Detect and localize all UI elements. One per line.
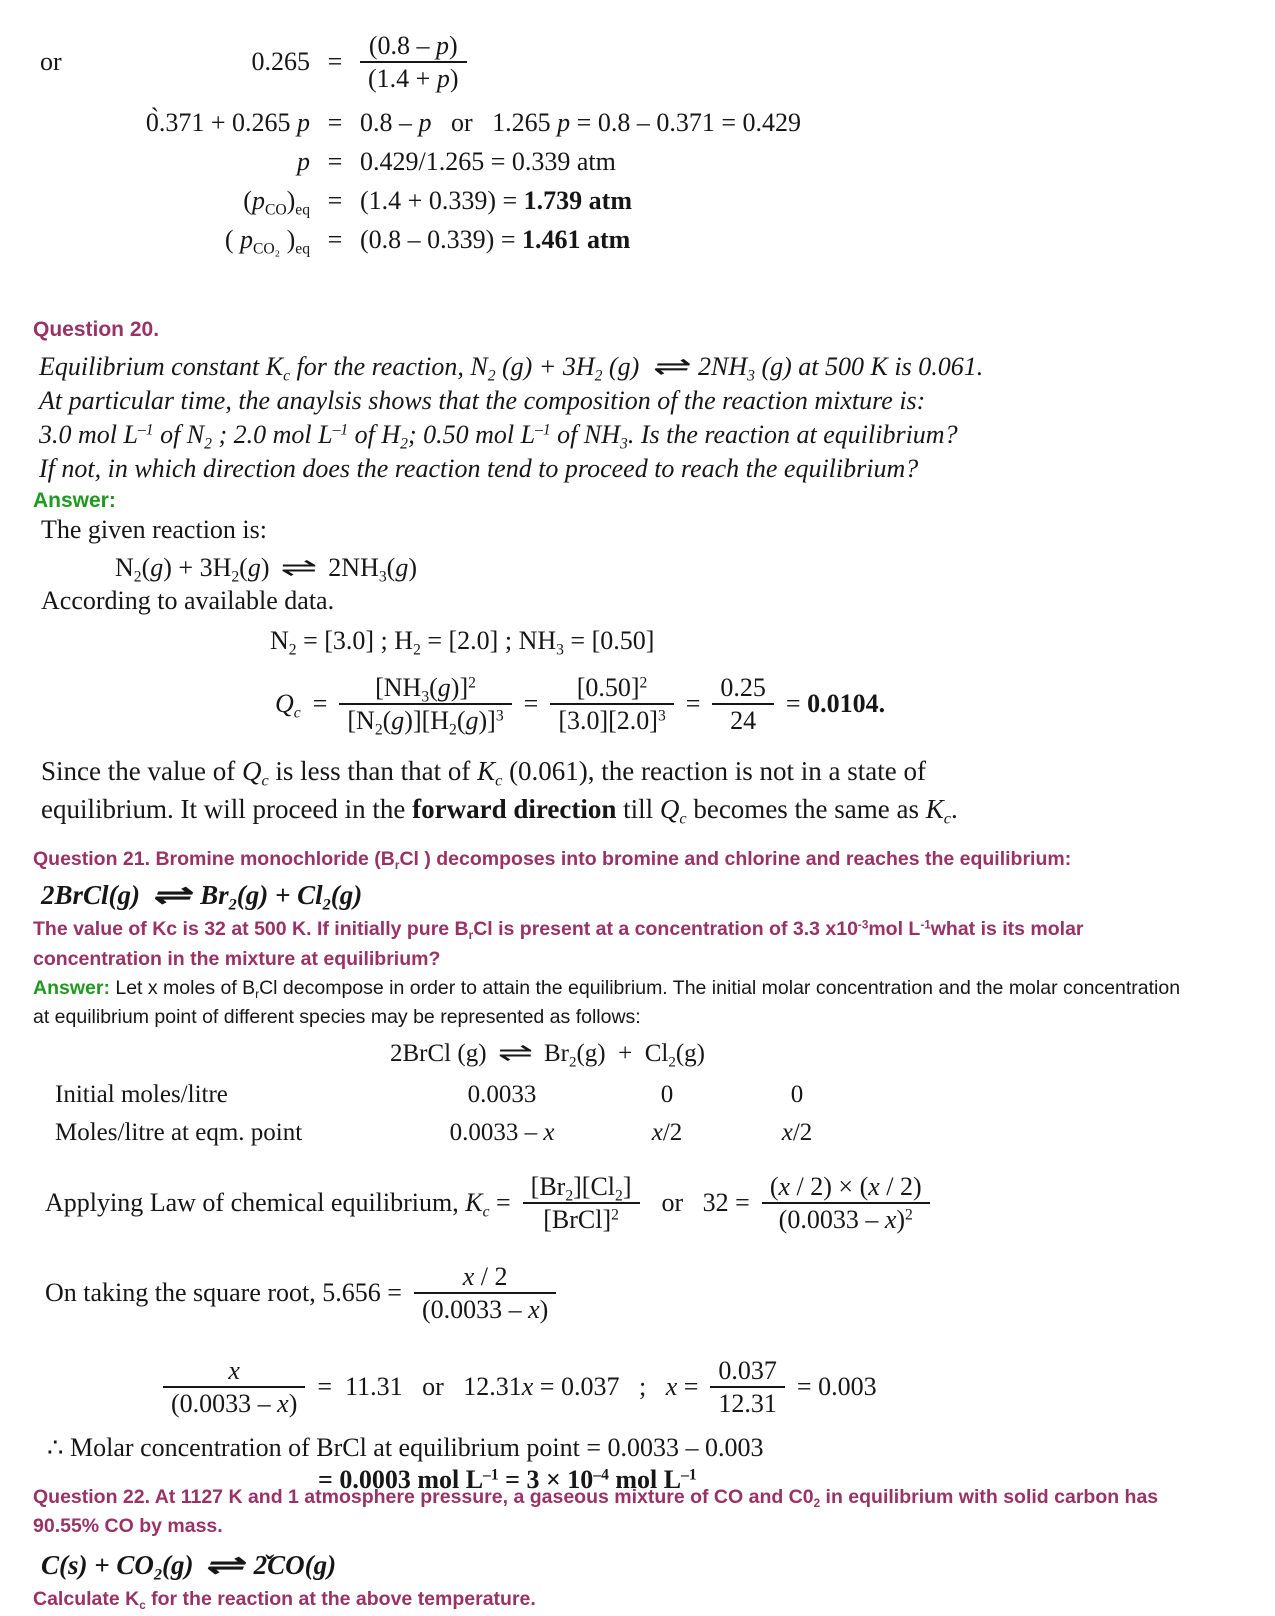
sqrt-equation-row [45, 1261, 1251, 1325]
brcl-value: 0.0033 – x [449, 1118, 555, 1146]
fraction-numerator: (0.8 – p) [368, 31, 458, 60]
answer-text-line: According to available data. [41, 586, 335, 616]
fraction [523, 1171, 640, 1235]
fraction [710, 1355, 785, 1419]
fraction-numerator: 0.25 [720, 672, 766, 702]
concentration-data-line: $N_2 = [3.0]$ ; $H_2 = [2.0]$ ; $NH_3 = [0.50]$ [270, 626, 655, 659]
question-20-heading: Question 20. [33, 318, 160, 341]
equals-sign: = [312, 689, 328, 719]
row-label: Moles/litre at eqm. point [55, 1118, 303, 1146]
question-line: Equilibrium constant $K_c$ for the reaction, $N_2$ $(g) + 3H_2$ (g) ⇌ $2NH_3$ (g) at 500 K is 0.061. [39, 351, 984, 384]
conclusion-line: Since the value of $Q_c$ is less than that of $K_c$ (0.061), the reaction is not in a state of [41, 756, 926, 790]
question-line: Question 22. At 1127 K and 1 atmosphere pressure, a gaseous mixture of CO and $C0_2$ in equilibrium with solid carbon has [33, 1486, 1159, 1511]
question-22-section [33, 1483, 1251, 1614]
equation-row [40, 147, 940, 177]
answer-paragraph [33, 974, 1251, 1033]
question-line: 90.55% CO by mass. [33, 1515, 223, 1538]
question-20-section [33, 314, 1251, 829]
fraction-numerator: $[NH_3(g)]^2$ [375, 672, 476, 706]
equals-sign: = [327, 147, 343, 177]
equals-sign: = [327, 225, 343, 255]
equation-lhs: ( $p_{CO_2}$ )$_{eq}$ [224, 225, 310, 258]
question-21-heading: Question 21. Bromine monochloride ($B_rCl$ ) decomposes into bromine and chlorine and reaches the equilibrium: [33, 848, 1072, 873]
brcl-value: 0.0033 [467, 1080, 537, 1108]
answer-text: Let x moles of $B_rCl$ decompose in order to attain the equilibrium. The initial molar concentration and the molar concentration [115, 976, 1181, 1001]
answer-text: at equilibrium point of different species may be represented as follows: [33, 1006, 641, 1028]
equation-row [40, 108, 940, 138]
fraction [360, 30, 467, 94]
answer-label: Answer: [33, 488, 116, 512]
equation-rhs: (0.8 – 0.339) = 1.461 atm [360, 225, 631, 255]
equation-row [40, 30, 940, 94]
question-21-section [33, 845, 1251, 1490]
question-line: concentration in the mixture at equilibrium? [33, 947, 441, 970]
equation-row [40, 225, 940, 258]
fraction-denominator: 24 [712, 703, 774, 736]
qc-result: = 0.0104. [785, 689, 886, 719]
fraction-denominator: (0.0033 – x) [414, 1292, 556, 1325]
fraction-denominator: (0.0033 – x)$^2$ [762, 1202, 930, 1235]
equation-lhs: 0.265 [251, 47, 310, 77]
answer-text-line: The given reaction is: [41, 514, 267, 544]
fraction [163, 1355, 305, 1419]
fraction-denominator: [BrCl]$^2$ [523, 1202, 640, 1235]
conclusion-line: equilibrium. It will proceed in the forward direction till $Q_c$ becomes the same as $K_c$. [41, 794, 958, 829]
question-line: At particular time, the anaylsis shows that the composition of the reaction mixture is: [39, 385, 926, 415]
fraction-denominator: (1.4 + p) [360, 61, 467, 94]
equation-prefix: On taking the square root, 5.656 = [45, 1278, 402, 1308]
fraction-denominator: $[3.0][2.0]^3$ [550, 703, 673, 736]
fraction [339, 672, 511, 739]
conclusion-paragraph [41, 752, 1251, 829]
fraction-numerator: $[0.50]^2$ [576, 672, 648, 702]
question-21-body [33, 915, 1251, 974]
row-label: Initial moles/litre [55, 1080, 228, 1108]
conclusion-line: ∴ Molar concentration of BrCl at equilibrium point = 0.0033 – 0.003 [47, 1433, 764, 1463]
equation-mid: = 11.31 or 12.31x = 0.037 ; x = [317, 1372, 699, 1402]
br2-value: x/2 [651, 1118, 683, 1146]
fraction-numerator: 0.037 [718, 1356, 777, 1386]
equals-sign: = [327, 47, 343, 77]
equals-sign: = [327, 186, 343, 216]
equals-sign: = [327, 108, 343, 138]
cl2-value: 0 [790, 1080, 804, 1108]
equation-mid: or 32 = [661, 1187, 750, 1217]
equation-lhs: p [297, 147, 310, 177]
conclusion-result-clipped: = 0.0003 mol $L^{-1} = 3 \times 10^{-4}$ mol $L^{-1}$ [318, 1467, 697, 1491]
law-equation-row [45, 1171, 1251, 1235]
answer-label: Answer: [33, 976, 110, 999]
fraction [712, 672, 774, 736]
equation-result: = 0.003 [796, 1372, 877, 1402]
equation-rhs: (1.4 + 0.339) = 1.739 atm [360, 186, 632, 216]
qc-symbol: $Q_c$ [275, 689, 301, 722]
question-line: The value of Kc is 32 at 500 K. If initially pure $B_rCl$ is present at a concentration of 3.3 $x10^{-3}mol$ $L^{-1}what$ is its molar [33, 918, 1084, 943]
pressure-equation-block [40, 30, 940, 264]
equation-lhs: 0̀.371 + 0.265 p [145, 108, 310, 138]
qc-equation-row [275, 672, 1251, 739]
equation-lhs: $(p_{CO})_{eq}$ [243, 186, 310, 219]
fraction-numerator: $[Br_2][Cl_2]$ [530, 1171, 632, 1205]
reaction-equation: $N_2(g) + 3H_2(g)$ ⇌ $2NH_3(g)$ [115, 552, 417, 585]
br2-value: 0 [660, 1080, 674, 1108]
carbon-equation: $C(s) + CO_2(g)$ ⇌ 2̌CO(g) [41, 1549, 337, 1584]
question-line: If not, in which direction does the reaction tend to proceed to reach the equilibrium? [39, 454, 919, 484]
equation-prefix: Applying Law of chemical equilibrium, $K_c$ = [45, 1187, 511, 1221]
question-22-calc-line: Calculate $K_c$ for the reaction at the above temperature. [33, 1587, 536, 1612]
fraction [550, 672, 673, 736]
table-row [33, 1119, 1251, 1147]
equation-rhs: 0.429/1.265 = 0.339 atm [360, 147, 616, 177]
fraction-denominator: (0.0033 – x) [163, 1386, 305, 1419]
fraction [762, 1171, 930, 1235]
solve-equation-row [163, 1355, 1251, 1419]
fraction-numerator: x / 2 [462, 1261, 508, 1291]
fraction-denominator: $[N_2(g)][H_2(g)]^3$ [339, 703, 511, 736]
equation-rhs: 0.8 – p or 1.265 p = 0.8 – 0.371 = 0.429 [360, 108, 801, 138]
cl2-value: x/2 [781, 1118, 813, 1146]
fraction-denominator: 12.31 [710, 1386, 785, 1419]
or-label: or [40, 47, 62, 77]
question-22-heading [33, 1483, 1251, 1542]
fraction [414, 1261, 556, 1325]
equals-sign: = [685, 689, 701, 719]
table-row [33, 1081, 1251, 1109]
fraction-numerator: (x / 2) × (x / 2) [769, 1171, 922, 1201]
brcl-equation: 2BrCl(g) ⇌ $Br_2(g) + Cl_2(g)$ [41, 880, 363, 914]
equals-sign: = [523, 689, 539, 719]
question-20-text [39, 350, 1251, 487]
equation-row [40, 186, 940, 219]
question-line: 3.0 mol $L^{-1}$ of $N_2$ ; 2.0 mol $L^{-1}$ of $H_2$; 0.50 mol $L^{-1}$ of $NH_3$. Is the reaction at equilibrium? [39, 420, 958, 453]
table-equation: 2BrCl (g) ⇌ $Br_2(g) + Cl_2(g)$ [390, 1040, 706, 1071]
fraction-numerator: x [228, 1356, 240, 1386]
